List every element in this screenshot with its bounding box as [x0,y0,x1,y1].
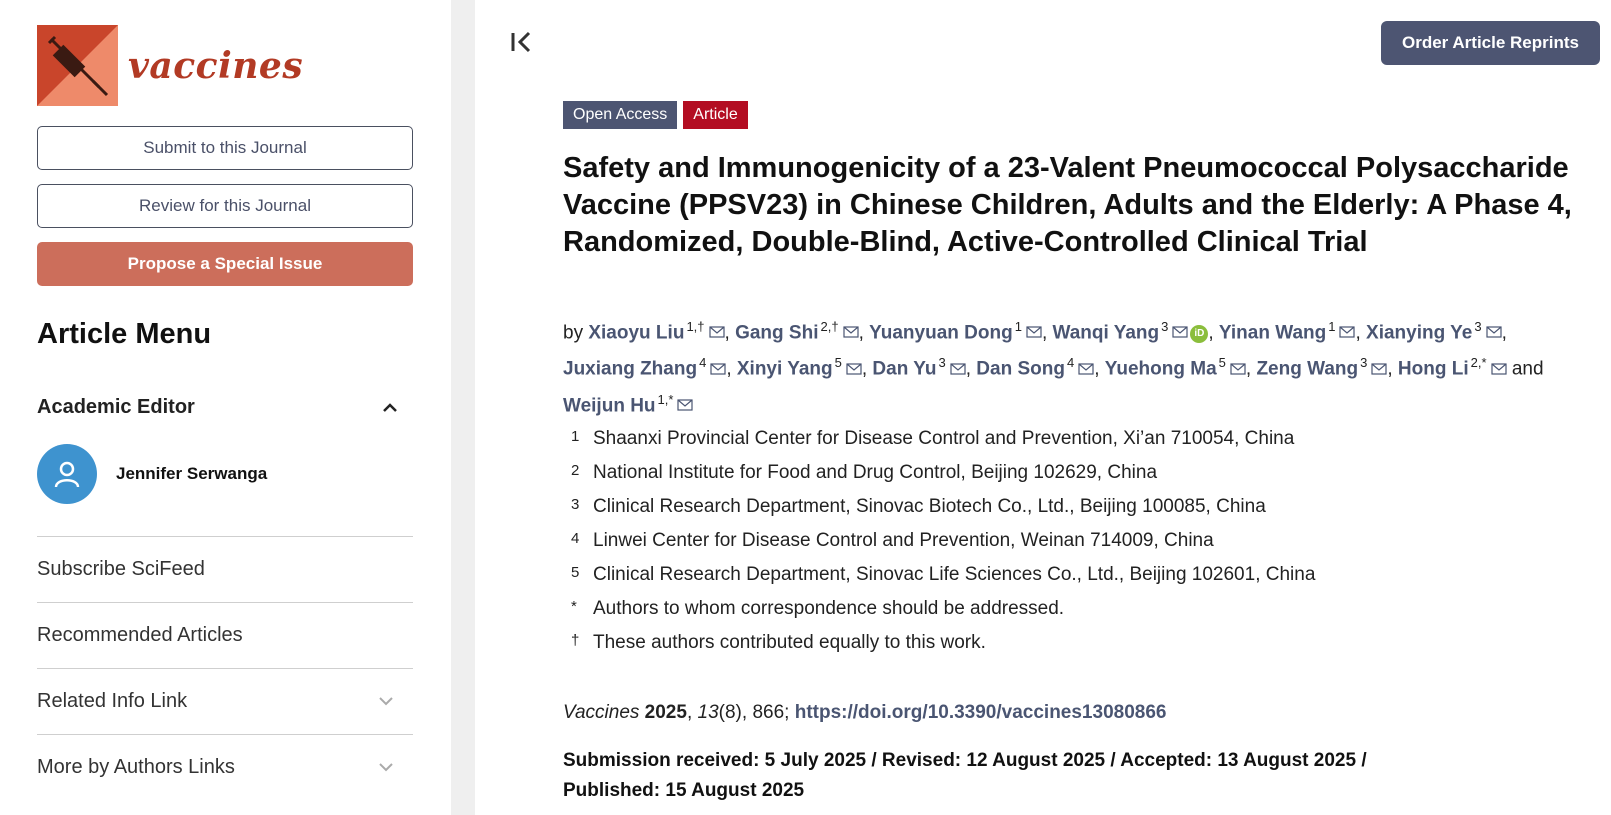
chevron-up-icon [383,399,397,417]
mail-icon[interactable] [843,318,859,348]
article-title: Safety and Immunogenicity of a 23-Valent Pneumococcal Polysaccharide Vaccine (PPSV23) in Chinese Children, Adults and the Elderly: A Phase 4, Randomized, Double-Blind, Active-Controlled Clinical Trial [563,152,1572,258]
mail-icon[interactable] [709,318,725,348]
doi-link[interactable]: https://doi.org/10.3390/vaccines13080866 [794,702,1167,723]
affiliation-text: Clinical Research Department, Sinovac Biotech Co., Ltd., Beijing 100085, China [593,496,1266,517]
menu-list [37,536,413,800]
affiliation-number: * [571,598,577,615]
affiliation-item [571,530,1471,564]
author-link[interactable]: Dan Song [976,358,1065,380]
affiliation-number: 3 [571,496,580,513]
author-affiliation-sup: 3 [1474,319,1482,334]
article-type-badge: Article [683,101,747,129]
author-affiliation-sup: 5 [1218,355,1226,371]
affiliation-list [571,428,1471,666]
affiliation-text: Shaanxi Provincial Center for Disease Control and Prevention, Xi’an 710054, China [593,428,1295,449]
author-link[interactable]: Hong Li [1397,358,1469,380]
citation: Vaccines 2025, 13(8), 866; https://doi.org/10.3390/vaccines13080866 [563,702,1167,723]
by-label: by [563,322,584,344]
mail-icon[interactable] [1339,318,1355,348]
academic-editor-toggle[interactable] [37,396,413,419]
author-link[interactable]: Wanqi Yang [1052,322,1160,344]
author-affiliation-sup: 1 [1328,319,1336,334]
author-affiliation-sup: 2,† [820,319,839,334]
submit-button[interactable]: Submit to this Journal [37,126,413,170]
article-badges [563,101,754,129]
author-link[interactable]: Xiaoyu Liu [588,322,685,344]
affiliation-text: These authors contributed equally to this work. [593,632,986,653]
syringe-icon [37,25,118,106]
mail-icon[interactable] [950,355,966,385]
citation-journal: Vaccines [563,702,640,723]
author-affiliation-sup: 3 [1161,319,1169,334]
author-link[interactable]: Xianying Ye [1366,322,1473,344]
mail-icon[interactable] [677,391,693,421]
mail-icon[interactable] [1486,318,1502,348]
publication-dates: Submission received: 5 July 2025 / Revised: 12 August 2025 / Accepted: 13 August 2025 / Published: 15 August 2025 [563,750,1367,801]
menu-item-label: Related Info Link [37,690,188,712]
open-access-badge: Open Access [563,101,677,129]
article-menu-title: Article Menu [37,318,212,350]
propose-special-issue-button[interactable]: Propose a Special Issue [37,242,413,286]
affiliation-item [571,428,1471,462]
author-link[interactable]: Xinyi Yang [736,358,833,380]
journal-logo[interactable] [37,25,303,106]
collapse-sidebar-icon[interactable] [510,30,534,61]
affiliation-number: † [571,632,580,649]
mail-icon[interactable] [710,355,726,385]
and-label: and [1511,358,1544,380]
menu-item-related-info-link[interactable] [37,668,413,734]
order-reprints-button[interactable]: Order Article Reprints [1381,21,1600,65]
author-affiliation-sup: 1 [1014,319,1022,334]
chevron-down-icon [379,759,393,777]
affiliation-item [571,496,1471,530]
author-link[interactable]: Zeng Wang [1256,358,1359,380]
mail-icon[interactable] [846,355,862,385]
author-affiliation-sup: 4 [1066,355,1075,371]
author-affiliation-sup: 1,* [657,391,674,407]
academic-editor[interactable] [37,444,267,504]
affiliation-number: 2 [571,462,580,479]
affiliation-item [571,598,1471,632]
affiliation-text: National Institute for Food and Drug Control, Beijing 102629, China [593,462,1158,483]
mail-icon[interactable] [1078,355,1094,385]
author-list: by Xiaoyu Liu $^{1,\dagger}$ , Gang Shi $^{2,\dagger}$ , Yuanyuan Dong $^1$ , Wanqi Yang $^3$ iD , Yinan Wang $^1$ , Xianying Ye $^3$ , Juxiang Zhang $^4$ , Xinyi Yang $^5$ , Dan Yu $^3$ , Dan Song $^4$ , Yuehong Ma $^5$ , Zeng Wang $^3$ , Hong Li $^{2,*}$ and Weijun Hu $^{1,*}$ [563,312,1563,421]
menu-item-subscribe-scifeed[interactable] [37,536,413,602]
menu-item-label: Subscribe SciFeed [37,558,205,580]
author-link[interactable]: Dan Yu [872,358,937,380]
author-affiliation-sup: 4 [699,355,707,371]
author-link[interactable]: Juxiang Zhang [563,358,698,380]
menu-item-more-by-authors[interactable] [37,734,413,800]
author-link[interactable]: Yuanyuan Dong [869,322,1013,344]
author-link[interactable]: Yinan Wang [1218,322,1327,344]
citation-year: 2025 [644,702,687,723]
affiliation-item [571,632,1471,666]
sidebar-gutter [451,0,475,815]
sidebar [0,0,451,815]
menu-item-label: Recommended Articles [37,624,243,646]
affiliation-number: 1 [571,428,580,445]
author-affiliation-sup: 1,† [686,319,705,334]
mail-icon[interactable] [1026,318,1042,348]
mail-icon[interactable] [1371,355,1387,385]
affiliation-text: Authors to whom correspondence should be addressed. [593,598,1065,619]
citation-pages: , 866; [741,702,795,723]
user-icon [52,459,82,489]
orcid-icon[interactable]: iD [1190,325,1208,343]
review-button[interactable]: Review for this Journal [37,184,413,228]
author-link[interactable]: Gang Shi [735,322,819,344]
journal-name: vaccines [128,44,304,87]
mail-icon[interactable] [1230,355,1246,385]
affiliation-item [571,564,1471,598]
author-affiliation-sup: 2,* [1470,355,1487,371]
citation-volume: 13 [697,702,719,723]
chevron-down-icon [379,693,393,711]
affiliation-item [571,462,1471,496]
menu-item-recommended-articles[interactable] [37,602,413,668]
author-link[interactable]: Weijun Hu [563,394,656,416]
affiliation-text: Clinical Research Department, Sinovac Life Sciences Co., Ltd., Beijing 102601, China [593,564,1316,585]
editor-name: Jennifer Serwanga [116,464,268,483]
author-link[interactable]: Yuehong Ma [1104,358,1217,380]
affiliation-number: 4 [571,530,580,547]
author-affiliation-sup: 3 [938,355,946,371]
academic-editor-label: Academic Editor [37,396,195,418]
author-affiliation-sup: 5 [834,355,842,371]
mail-icon[interactable] [1491,355,1507,385]
citation-issue: (8) [718,702,742,723]
affiliation-text: Linwei Center for Disease Control and Prevention, Weinan 714009, China [593,530,1214,551]
menu-item-label: More by Authors Links [37,756,235,778]
author-affiliation-sup: 3 [1360,355,1368,371]
affiliation-number: 5 [571,564,580,581]
avatar [37,444,97,504]
mail-icon[interactable] [1172,318,1188,348]
